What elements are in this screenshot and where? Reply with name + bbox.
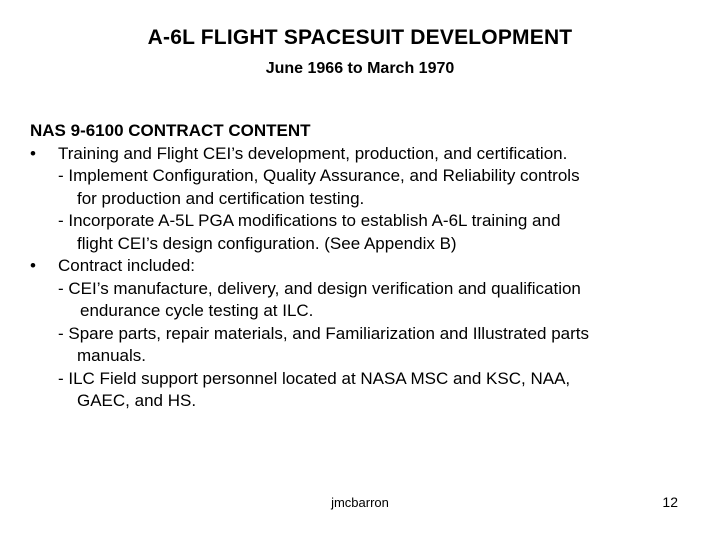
- bullet-item: [30, 143, 710, 166]
- section-heading: NAS 9-6100 CONTRACT CONTENT: [30, 121, 311, 140]
- sub-item: - Implement Configuration, Quality Assurance, and Reliability controls: [58, 166, 580, 185]
- sub-item-continuation: GAEC, and HS.: [77, 391, 197, 410]
- sub-item: - ILC Field support personnel located at NASA MSC and KSC, NAA,: [58, 368, 571, 388]
- bullet-icon: •: [30, 143, 36, 163]
- bullet-text: Contract included:: [58, 256, 196, 275]
- slide-body: [30, 120, 710, 413]
- sub-item-continuation: endurance cycle testing at ILC.: [80, 301, 314, 320]
- bullet-item: [30, 255, 710, 278]
- page-number: 12: [662, 494, 678, 510]
- bullet-icon: •: [30, 256, 36, 275]
- slide-title: A-6L FLIGHT SPACESUIT DEVELOPMENT: [147, 26, 573, 49]
- slide-subtitle: June 1966 to March 1970: [265, 60, 455, 77]
- sub-item-continuation: manuals.: [77, 346, 146, 365]
- sub-item: - Incorporate A-5L PGA modifications to establish A-6L training and: [58, 211, 561, 230]
- sub-item: - CEI’s manufacture, delivery, and design verification and qualification: [58, 278, 581, 298]
- sub-item: - Spare parts, repair materials, and Familiarization and Illustrated parts: [58, 323, 590, 343]
- sub-item-continuation: flight CEI’s design configuration. (See Appendix B): [77, 233, 457, 253]
- sub-item-continuation: for production and certification testing.: [77, 188, 365, 208]
- footer-author: jmcbarron: [331, 495, 389, 510]
- bullet-text: Training and Flight CEI’s development, production, and certification.: [58, 143, 568, 163]
